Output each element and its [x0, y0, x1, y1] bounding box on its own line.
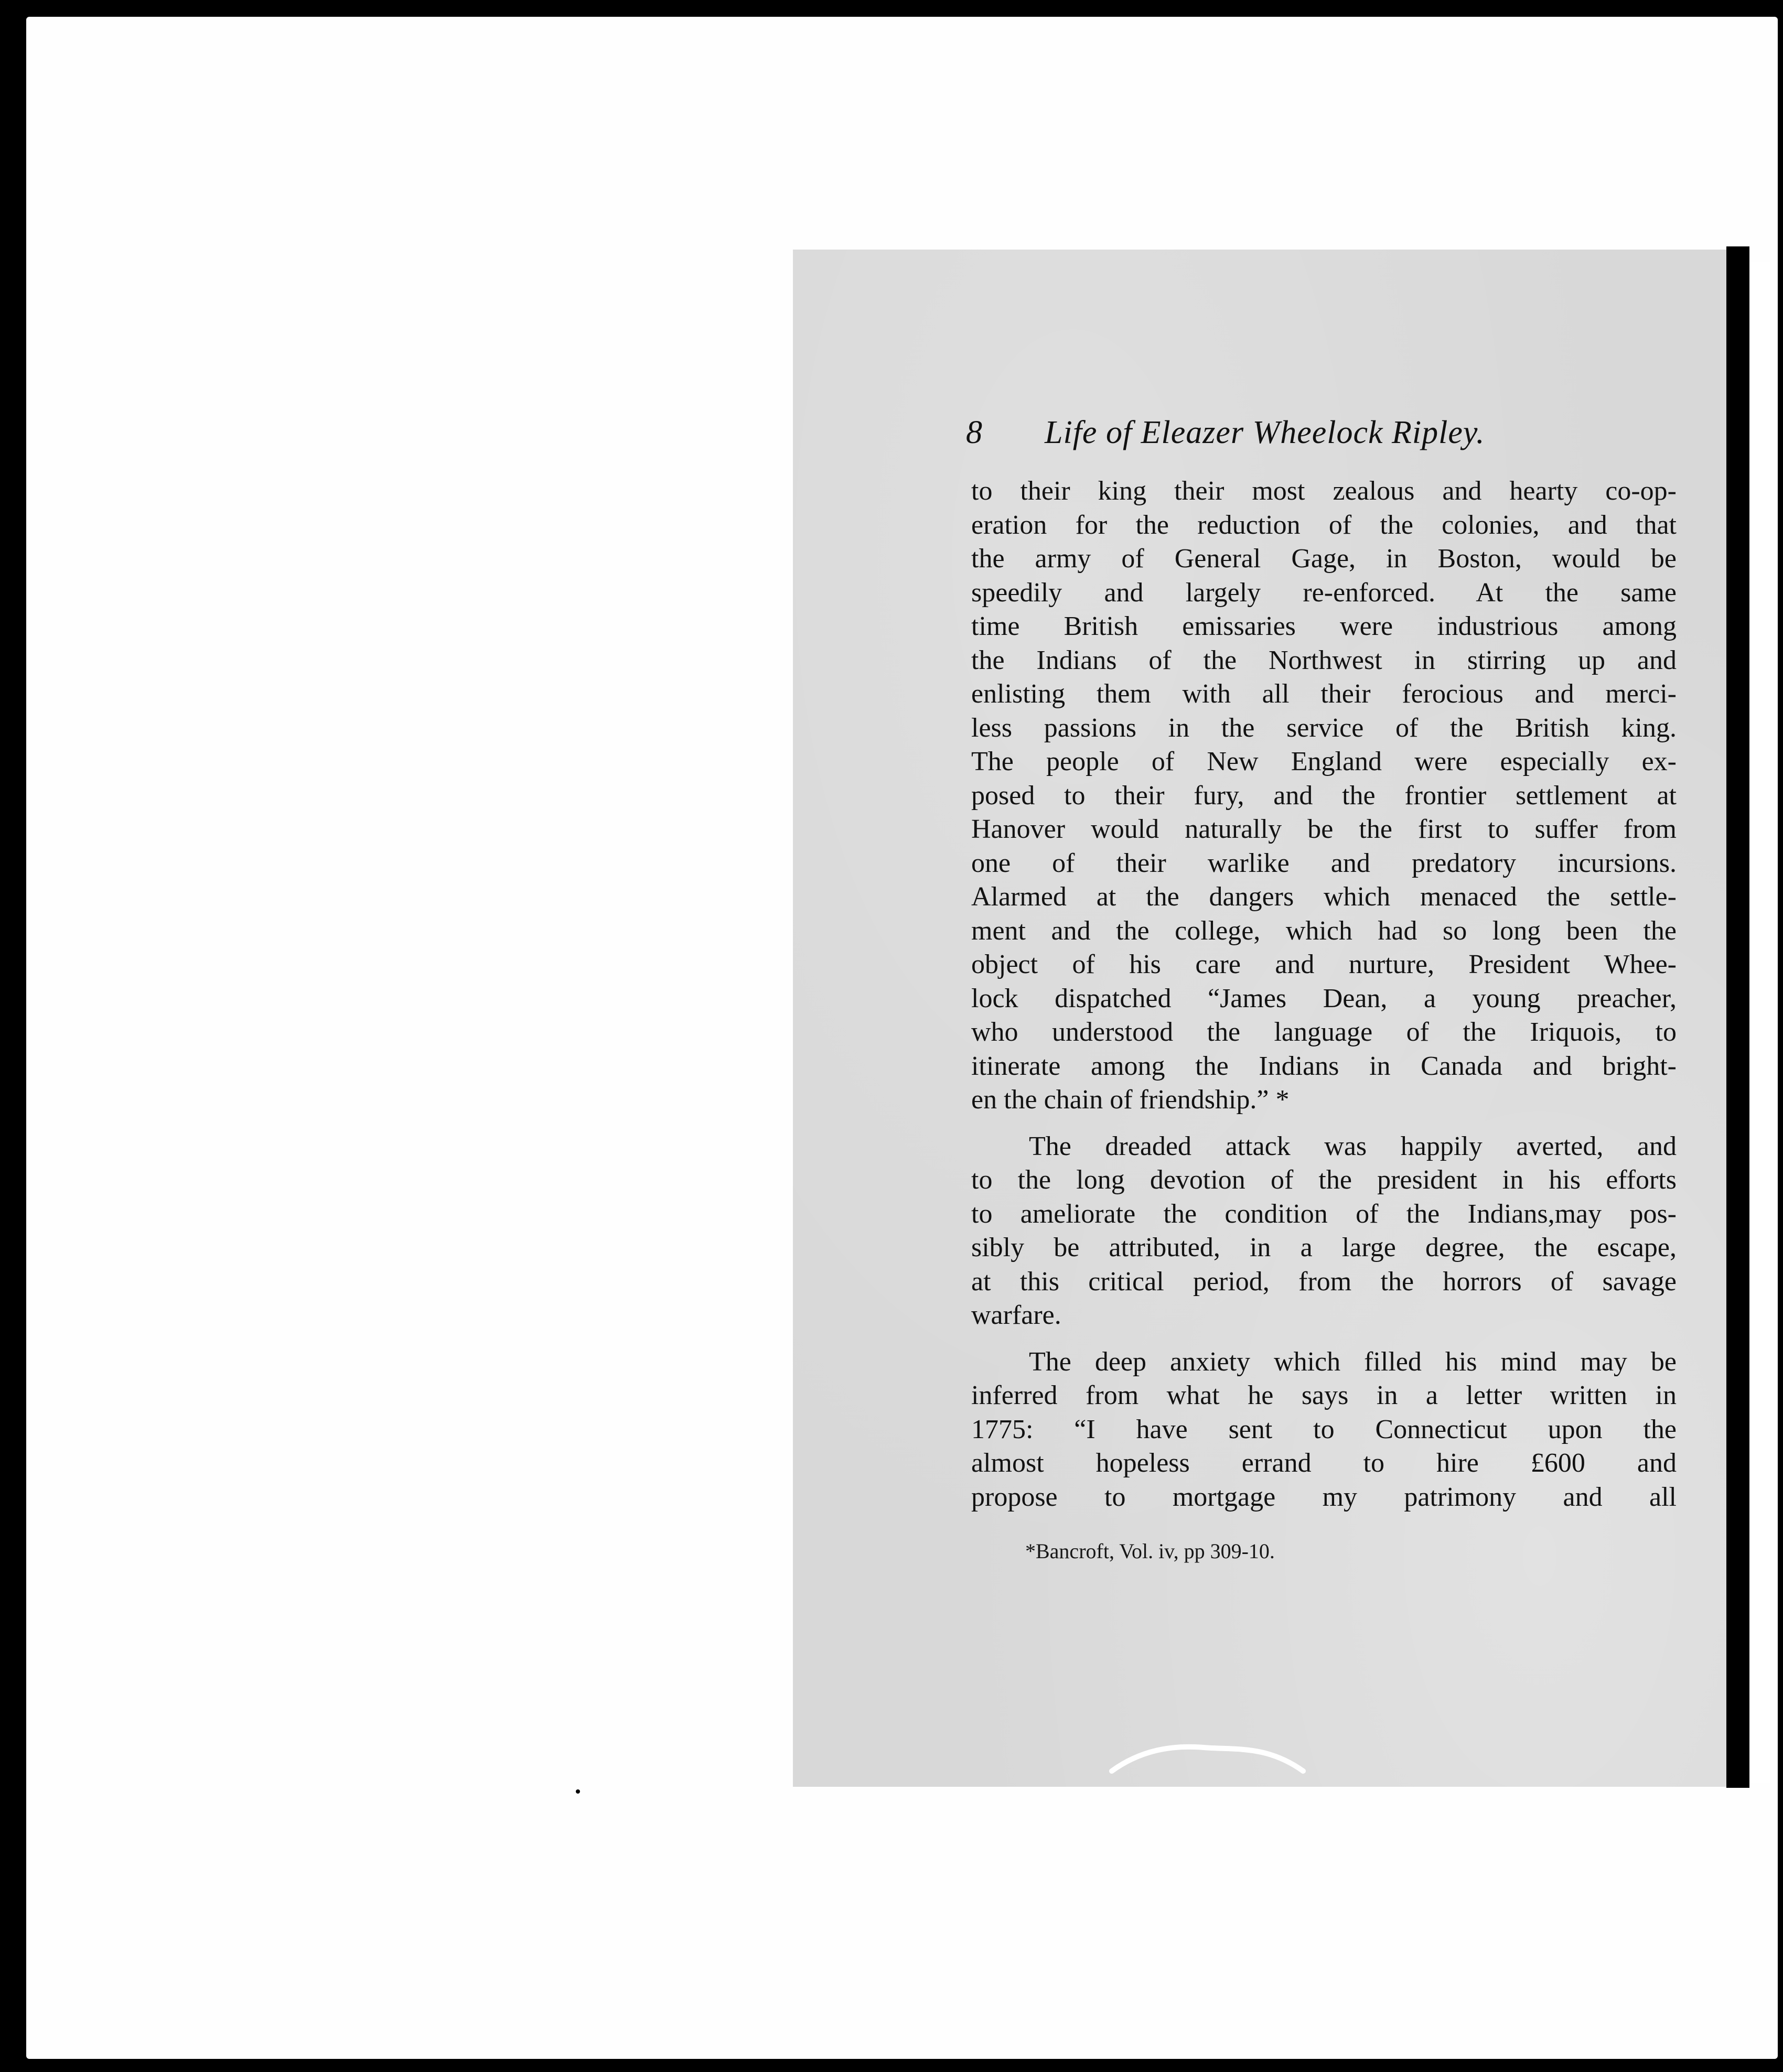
page-number: 8	[966, 415, 982, 450]
text-line: to ameliorate the condition of the Indians,may pos-	[971, 1199, 1677, 1229]
text-line: enlisting them with all their ferocious and merci-	[971, 679, 1677, 709]
scan-speck	[576, 1789, 580, 1794]
next-page-edge	[1749, 262, 1770, 1783]
text-line: the army of General Gage, in Boston, would be	[971, 544, 1677, 574]
text-line: to their king their most zealous and hearty co-op-	[971, 476, 1677, 506]
footnote: *Bancroft, Vol. iv, pp 309-10.	[1025, 1539, 1275, 1563]
text-line: at this critical period, from the horrors of savage	[971, 1266, 1677, 1297]
text-line: Alarmed at the dangers which menaced the settle-	[971, 882, 1677, 912]
text-line: lock dispatched “James Dean, a young preacher,	[971, 983, 1677, 1013]
text-line: who understood the language of the Iriquois, to	[971, 1017, 1677, 1047]
page-header	[966, 414, 1627, 461]
text-line: to the long devotion of the president in his efforts	[971, 1165, 1677, 1195]
scan-speck	[16, 891, 20, 895]
text-line: one of their warlike and predatory incursions.	[971, 848, 1677, 878]
text-line: propose to mortgage my patrimony and all	[971, 1482, 1677, 1512]
text-line: itinerate among the Indians in Canada and bright-	[971, 1051, 1677, 1081]
running-title: Life of Eleazer Wheelock Ripley.	[1045, 415, 1485, 450]
text-line: The people of New England were especially ex-	[971, 747, 1677, 776]
text-line: eration for the reduction of the colonies, and that	[971, 510, 1677, 540]
body-text	[971, 474, 1677, 1514]
text-line: object of his care and nurture, President Whee-	[971, 949, 1677, 979]
text-line: warfare.	[971, 1300, 1061, 1330]
text-line: speedily and largely re-enforced. At the same	[971, 577, 1677, 608]
text-line: ment and the college, which had so long been the	[971, 915, 1677, 946]
text-line: time British emissaries were industrious among	[971, 611, 1677, 641]
text-line: less passions in the service of the British king.	[971, 713, 1677, 743]
text-line: almost hopeless errand to hire £600 and	[971, 1448, 1677, 1478]
text-line: 1775: “I have sent to Connecticut upon the	[971, 1414, 1677, 1444]
text-line: The deep anxiety which filled his mind may be	[1029, 1346, 1677, 1377]
text-line: posed to their fury, and the frontier settlement at	[971, 780, 1677, 811]
scan-speck	[8, 89, 14, 95]
text-line: the Indians of the Northwest in stirring up and	[971, 645, 1677, 675]
text-line: The dreaded attack was happily averted, and	[1029, 1131, 1677, 1161]
text-line: Hanover would naturally be the first to suffer from	[971, 814, 1677, 844]
text-line: en the chain of friendship.” *	[971, 1085, 1290, 1115]
page-shadow-edge	[1726, 246, 1749, 1788]
page-scuff-mark	[1109, 1734, 1308, 1776]
text-line: inferred from what he says in a letter written in	[971, 1380, 1677, 1410]
text-line: sibly be attributed, in a large degree, the escape,	[971, 1233, 1677, 1262]
